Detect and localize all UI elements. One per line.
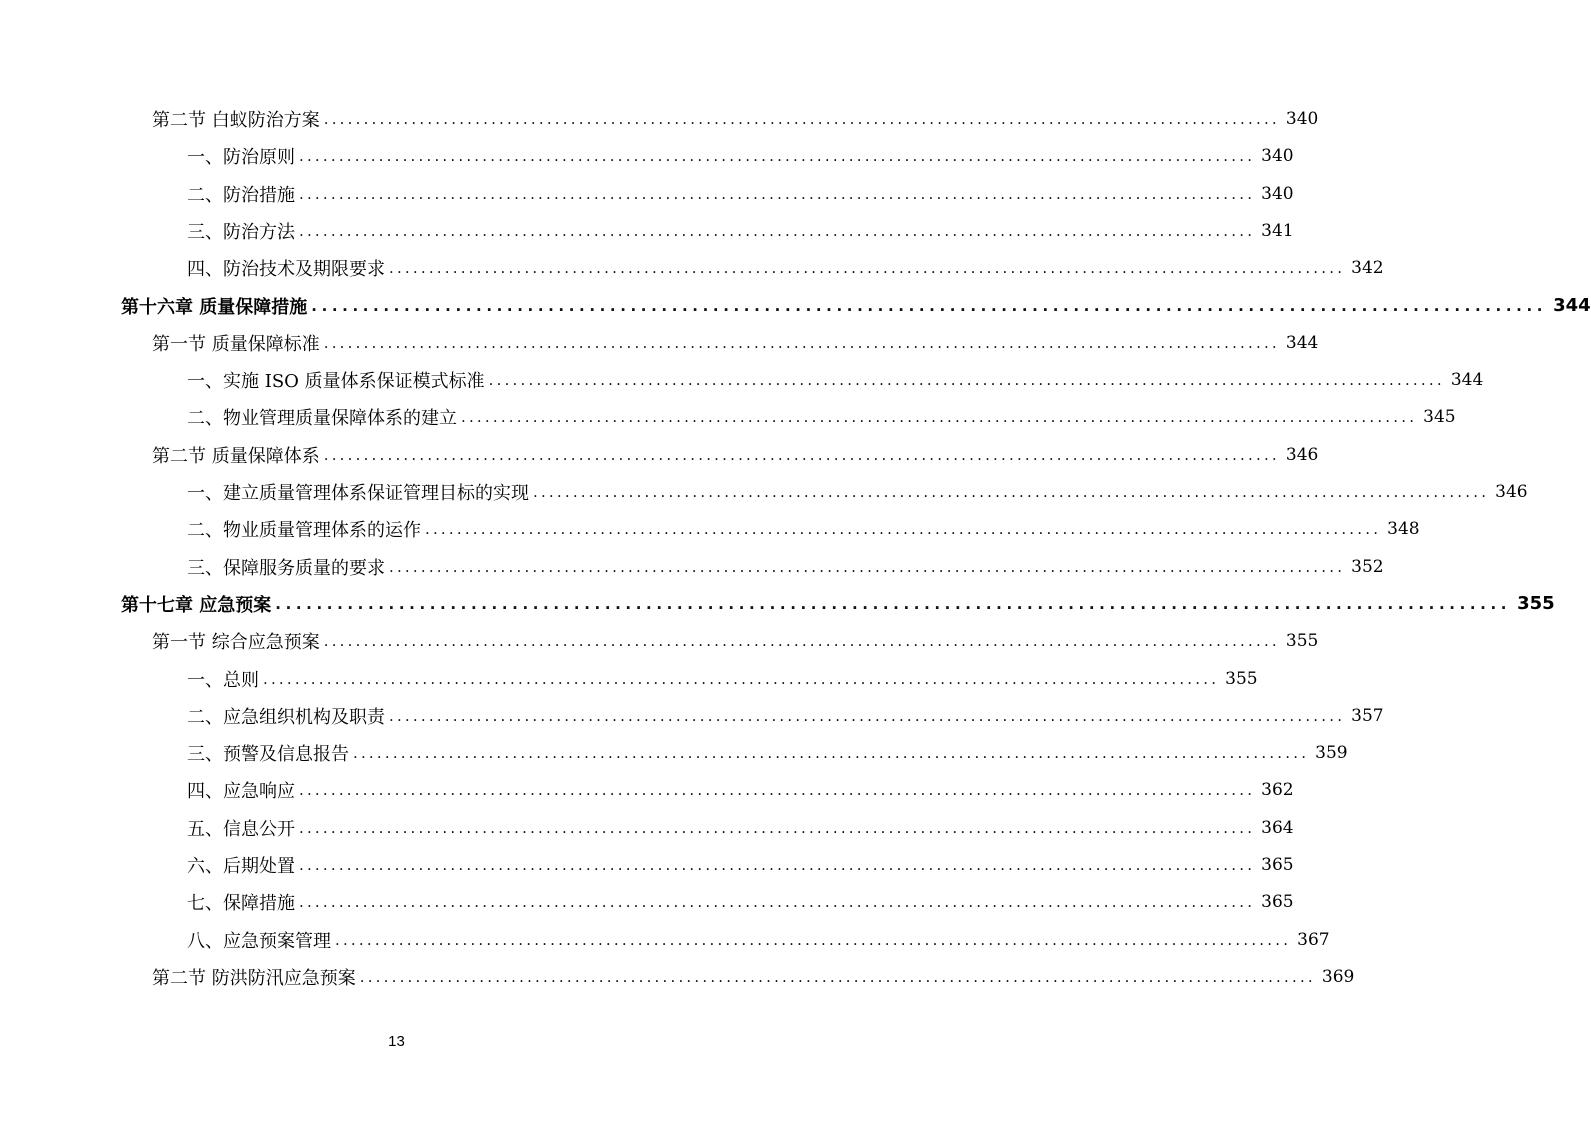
toc-subsection-entry[interactable] bbox=[187, 738, 1348, 768]
toc-entry-page: 341 bbox=[1261, 220, 1294, 241]
toc-entry-title: 七、保障措施 bbox=[187, 893, 295, 915]
toc-entry-title: 第一节 质量保障标准 bbox=[152, 333, 320, 355]
toc-entry-title: 二、应急组织机构及职责 bbox=[187, 706, 385, 728]
toc-dot-leader: ........................................................................................................................ bbox=[299, 147, 1256, 166]
toc-dot-leader: ........................................................................................................................ bbox=[389, 557, 1346, 576]
toc-entry-title: 四、应急响应 bbox=[187, 781, 295, 803]
toc-entry-page: 346 bbox=[1285, 444, 1319, 465]
toc-dot-leader: ........................................................................................................................ bbox=[335, 930, 1292, 949]
toc-entry-title: 二、防治措施 bbox=[187, 184, 295, 206]
toc-dot-leader: ........................................................................................................................ bbox=[311, 296, 1548, 315]
toc-dot-leader: ........................................................................................................................ bbox=[323, 632, 1280, 651]
toc-subsection-entry[interactable] bbox=[187, 701, 1384, 731]
toc-subsection-entry[interactable] bbox=[187, 552, 1384, 582]
toc-entry-title: 五、信息公开 bbox=[187, 818, 295, 840]
toc-chapter-entry[interactable] bbox=[121, 291, 1591, 321]
toc-entry-page: 355 bbox=[1517, 593, 1555, 615]
toc-section-entry[interactable] bbox=[152, 626, 1319, 656]
toc-entry-page: 355 bbox=[1225, 668, 1258, 689]
toc-entry-title: 三、防治方法 bbox=[187, 221, 295, 243]
toc-subsection-entry[interactable] bbox=[187, 813, 1294, 843]
toc-dot-leader: ........................................................................................................................ bbox=[263, 669, 1220, 688]
toc-section-entry[interactable] bbox=[152, 104, 1319, 134]
toc-subsection-entry[interactable] bbox=[187, 216, 1294, 246]
toc-section-entry[interactable] bbox=[152, 440, 1319, 470]
toc-dot-leader: ........................................................................................................................ bbox=[425, 520, 1382, 539]
toc-entry-title: 三、保障服务质量的要求 bbox=[187, 557, 385, 579]
toc-subsection-entry[interactable] bbox=[187, 664, 1258, 694]
toc-entry-title: 八、应急预案管理 bbox=[187, 930, 331, 952]
toc-subsection-entry[interactable] bbox=[187, 887, 1294, 917]
toc-entry-page: 340 bbox=[1261, 146, 1294, 167]
toc-dot-leader: ........................................................................................................................ bbox=[461, 408, 1418, 427]
toc-entry-page: 352 bbox=[1351, 556, 1384, 577]
toc-subsection-entry[interactable] bbox=[187, 253, 1384, 283]
toc-section-entry[interactable] bbox=[152, 962, 1355, 992]
toc-subsection-entry[interactable] bbox=[187, 850, 1294, 880]
toc-dot-leader: ........................................................................................................................ bbox=[533, 483, 1490, 501]
toc-subsection-entry[interactable] bbox=[187, 402, 1456, 432]
toc-dot-leader: ........................................................................................................................ bbox=[323, 110, 1280, 128]
toc-entry-page: 340 bbox=[1285, 109, 1319, 129]
toc-dot-leader: ........................................................................................................................ bbox=[389, 259, 1346, 278]
toc-dot-leader: ........................................................................................................................ bbox=[299, 856, 1256, 874]
toc-section-entry[interactable] bbox=[152, 328, 1319, 358]
toc-dot-leader: ........................................................................................................................ bbox=[299, 221, 1256, 240]
toc-entry-page: 367 bbox=[1297, 929, 1330, 950]
toc-entry-title: 第二节 质量保障体系 bbox=[152, 445, 320, 467]
toc-entry-title: 四、防治技术及期限要求 bbox=[187, 259, 385, 281]
toc-entry-title: 第十七章 应急预案 bbox=[121, 594, 272, 616]
toc-entry-page: 369 bbox=[1321, 966, 1355, 987]
toc-subsection-entry[interactable] bbox=[187, 365, 1484, 395]
toc-dot-leader: ........................................................................................................................ bbox=[359, 967, 1316, 986]
toc-subsection-entry[interactable] bbox=[187, 514, 1420, 544]
toc-entry-title: 二、物业管理质量保障体系的建立 bbox=[187, 408, 457, 430]
toc-entry-title: 二、物业质量管理体系的运作 bbox=[187, 520, 421, 542]
toc-dot-leader: ........................................................................................................................ bbox=[275, 594, 1512, 613]
toc-dot-leader: ........................................................................................................................ bbox=[299, 184, 1256, 203]
toc-entry-page: 364 bbox=[1261, 817, 1294, 838]
toc-entry-page: 365 bbox=[1261, 892, 1294, 913]
toc-entry-page: 362 bbox=[1261, 780, 1294, 801]
toc-entry-page: 348 bbox=[1387, 519, 1420, 540]
toc-dot-leader: ........................................................................................................................ bbox=[299, 781, 1256, 800]
toc-dot-leader: ........................................................................................................................ bbox=[299, 818, 1256, 837]
toc-subsection-entry[interactable] bbox=[187, 477, 1528, 507]
toc-entry-page: 344 bbox=[1553, 295, 1591, 316]
toc-entry-page: 340 bbox=[1261, 183, 1294, 204]
toc-dot-leader: ........................................................................................................................ bbox=[389, 706, 1346, 725]
page-number: 13 bbox=[388, 1033, 405, 1050]
toc-dot-leader: ........................................................................................................................ bbox=[488, 371, 1445, 390]
toc-entry-title: 一、建立质量管理体系保证管理目标的实现 bbox=[187, 483, 529, 504]
toc-entry-page: 357 bbox=[1351, 705, 1384, 726]
toc-entry-page: 344 bbox=[1285, 332, 1319, 353]
toc-entry-title: 三、预警及信息报告 bbox=[187, 744, 349, 766]
toc-entry-title: 第二节 白蚁防治方案 bbox=[152, 110, 320, 131]
toc-subsection-entry[interactable] bbox=[187, 141, 1294, 171]
toc-dot-leader: ........................................................................................................................ bbox=[353, 744, 1310, 763]
toc-entry-page: 346 bbox=[1495, 482, 1528, 502]
toc-entry-page: 359 bbox=[1315, 743, 1348, 764]
toc-entry-page: 365 bbox=[1261, 855, 1294, 875]
toc-dot-leader: ........................................................................................................................ bbox=[299, 893, 1256, 912]
toc-entry-title: 一、实施 ISO 质量体系保证模式标准 bbox=[187, 371, 485, 393]
toc-dot-leader: ........................................................................................................................ bbox=[323, 445, 1280, 464]
toc-entry-page: 344 bbox=[1450, 370, 1484, 391]
toc-entry-title: 一、防治原则 bbox=[187, 147, 295, 169]
toc-entry-title: 一、总则 bbox=[187, 669, 259, 691]
toc-entry-title: 第一节 综合应急预案 bbox=[152, 632, 320, 654]
toc-entry-page: 345 bbox=[1423, 407, 1456, 428]
toc-dot-leader: ........................................................................................................................ bbox=[323, 333, 1280, 352]
toc-entry-page: 355 bbox=[1285, 631, 1319, 652]
toc-entry-title: 第十六章 质量保障措施 bbox=[121, 296, 308, 318]
toc-chapter-entry[interactable] bbox=[121, 589, 1555, 619]
toc-entry-page: 342 bbox=[1351, 258, 1384, 279]
toc-entry-title: 六、后期处置 bbox=[187, 856, 295, 877]
toc-subsection-entry[interactable] bbox=[187, 775, 1294, 805]
toc-subsection-entry[interactable] bbox=[187, 925, 1330, 955]
toc-subsection-entry[interactable] bbox=[187, 179, 1294, 209]
toc-entry-title: 第二节 防洪防汛应急预案 bbox=[152, 967, 356, 989]
